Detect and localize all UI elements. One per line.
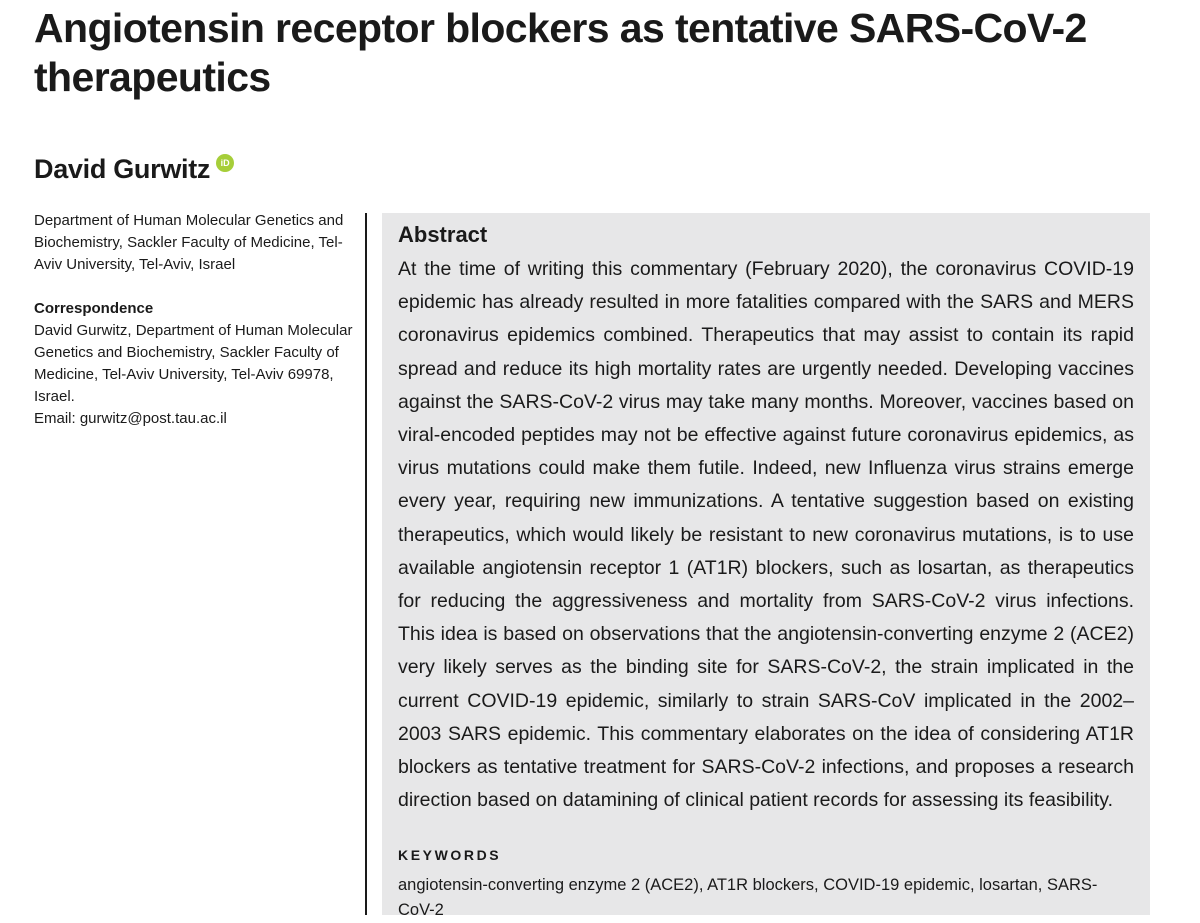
column-divider (365, 213, 367, 915)
abstract-text: At the time of writing this commentary (February 2020), the coronavirus COVID-19 epidemic has already resulted in more fatalities compared with the SARS and MERS coronavirus epidemics combined. Therapeutics that may assist to contain its rapid spread and reduce its high mortality rates are urgently needed. Developing vaccines against the SARS-CoV-2 virus may take many months. Moreover, vaccines based on viral-encoded peptides may not be effective against future coronavirus epidemics, as virus mutations could make them futile. Indeed, new Influenza virus strains emerge every year, requiring new immunizations. A tentative suggestion based on existing therapeutics, which would likely be resistant to new coronavirus mutations, is to use available angiotensin receptor 1 (AT1R) blockers, such as losartan, as therapeutics for reducing the aggressiveness and mortality from SARS-CoV-2 virus infections. This idea is based on observations that the angiotensin-converting enzyme 2 (ACE2) very likely serves as the binding site for SARS-CoV-2, the strain implicated in the current COVID-19 epidemic, similarly to strain SARS-CoV implicated in the 2002–2003 SARS epidemic. This commentary elaborates on the idea of considering AT1R blockers as tentative treatment for SARS-CoV-2 infections, and proposes a research direction based on datamining of clinical patient records for assessing its feasibility. (398, 258, 1134, 812)
affiliation: Department of Human Molecular Genetics and Biochemistry, Sackler Faculty of Medicine, Tel-Aviv University, Tel-Aviv, Israel (34, 212, 344, 273)
correspondence-heading: Correspondence (34, 300, 154, 317)
abstract-heading: Abstract (398, 222, 488, 247)
author-name: David Gurwitz (34, 153, 211, 184)
article-title: Angiotensin receptor blockers as tentative SARS-CoV-2 therapeutics (34, 5, 1087, 100)
orcid-icon[interactable]: iD (216, 154, 234, 172)
keywords-heading: KEYWORDS (398, 847, 502, 863)
correspondence-email[interactable]: Email: gurwitz@post.tau.ac.il (34, 410, 227, 427)
author-info-sidebar (34, 210, 356, 430)
correspondence-address: David Gurwitz, Department of Human Molecular Genetics and Biochemistry, Sackler Faculty of Medicine, Tel-Aviv University, Tel-Aviv 69978, Israel. (34, 322, 353, 405)
abstract-panel (382, 213, 1150, 919)
keywords-text: angiotensin-converting enzyme 2 (ACE2), AT1R blockers, COVID-19 epidemic, losartan, SARS-CoV-2 (398, 876, 1098, 919)
author-line (34, 152, 234, 186)
